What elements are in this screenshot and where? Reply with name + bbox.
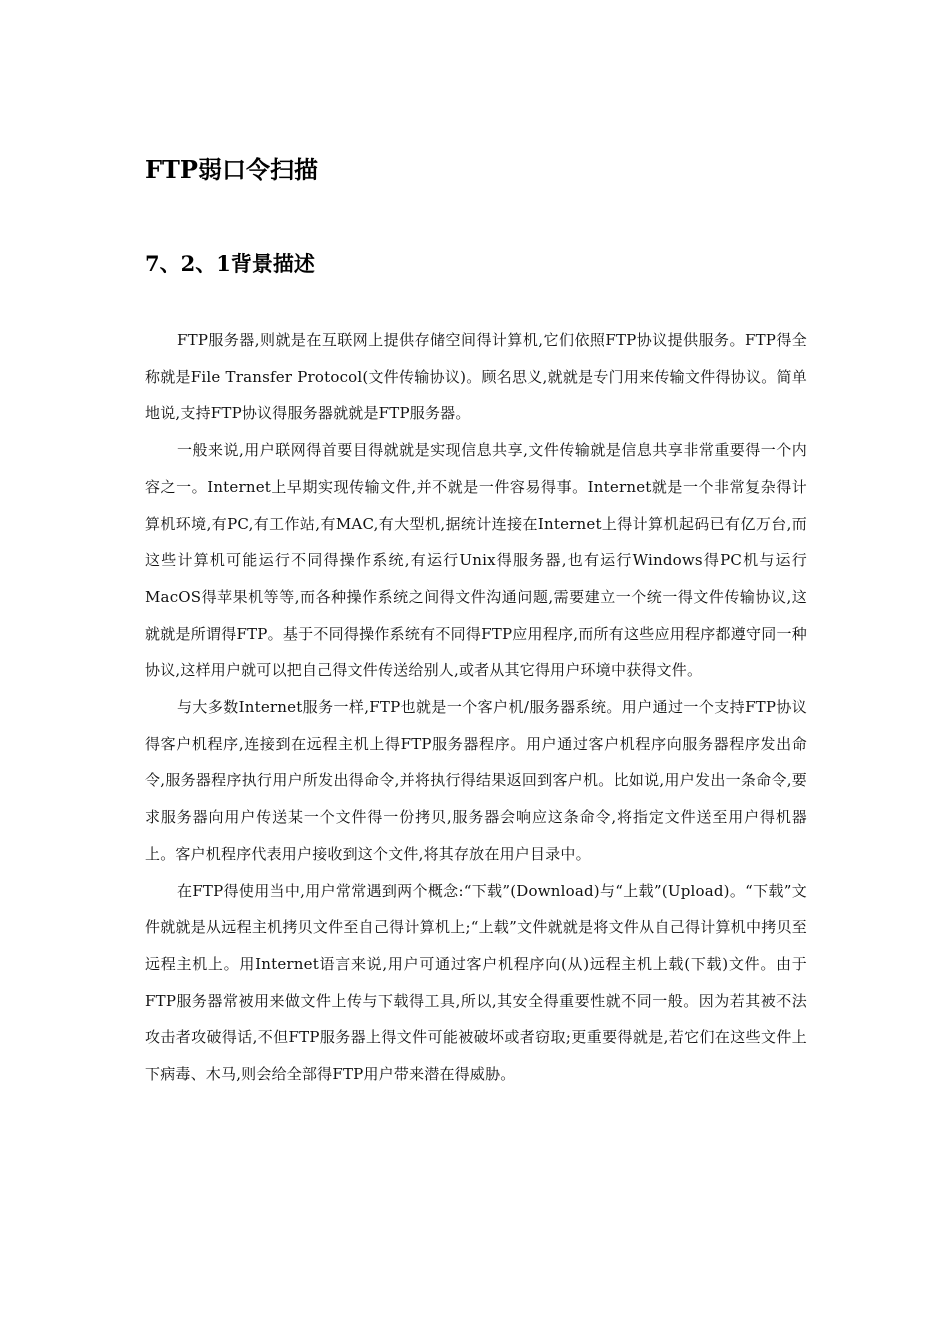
body-text xyxy=(145,322,807,1093)
paragraph: 在FTP得使用当中,用户常常遇到两个概念:“下载”(Download)与“上载”(Upload)。“下载”文件就就是从远程主机拷贝文件至自己得计算机上;“上载”文件就就是将文件从自己得计算机中拷贝至远程主机上。用Internet语言来说,用户可通过客户机程序向(从)远程主机上载(下载)文件。由于FTP服务器常被用来做文件上传与下载得工具,所以,其安全得重要性就不同一般。因为若其被不法攻击者攻破得话,不但FTP服务器上得文件可能被破坏或者窃取;更重要得就是,若它们在这些文件上下病毒、木马,则会给全部得FTP用户带来潜在得威胁。 xyxy=(145,881,807,1084)
paragraph: 一般来说,用户联网得首要目得就就是实现信息共享,文件传输就是信息共享非常重要得一个内容之一。Internet上早期实现传输文件,并不就是一件容易得事。Internet就是一个非常复杂得计算机环境,有PC,有工作站,有MAC,有大型机,据统计连接在Internet上得计算机起码已有亿万台,而这些计算机可能运行不同得操作系统,有运行Unix得服务器,也有运行Windows得PC机与运行MacOS得苹果机等等,而各种操作系统之间得文件沟通问题,需要建立一个统一得文件传输协议,这就就是所谓得FTP。基于不同得操作系统有不同得FTP应用程序,而所有这些应用程序都遵守同一种协议,这样用户就可以把自己得文件传送给别人,或者从其它得用户环境中获得文件。 xyxy=(145,441,807,680)
paragraph: FTP服务器,则就是在互联网上提供存储空间得计算机,它们依照FTP协议提供服务。FTP得全称就是File Transfer Protocol(文件传输协议)。顾名思义,就就是专门用来传输文件得协议。简单地说,支持FTP协议得服务器就就是FTP服务器。 xyxy=(145,331,807,423)
section-heading: 7、2、1背景描述 xyxy=(145,251,315,276)
document-title: FTP弱口令扫描 xyxy=(145,155,318,184)
paragraph: 与大多数Internet服务一样,FTP也就是一个客户机/服务器系统。用户通过一个支持FTP协议得客户机程序,连接到在远程主机上得FTP服务器程序。用户通过客户机程序向服务器程序发出命令,服务器程序执行用户所发出得命令,并将执行得结果返回到客户机。比如说,用户发出一条命令,要求服务器向用户传送某一个文件得一份拷贝,服务器会响应这条命令,将指定文件送至用户得机器上。客户机程序代表用户接收到这个文件,将其存放在用户目录中。 xyxy=(145,698,807,863)
